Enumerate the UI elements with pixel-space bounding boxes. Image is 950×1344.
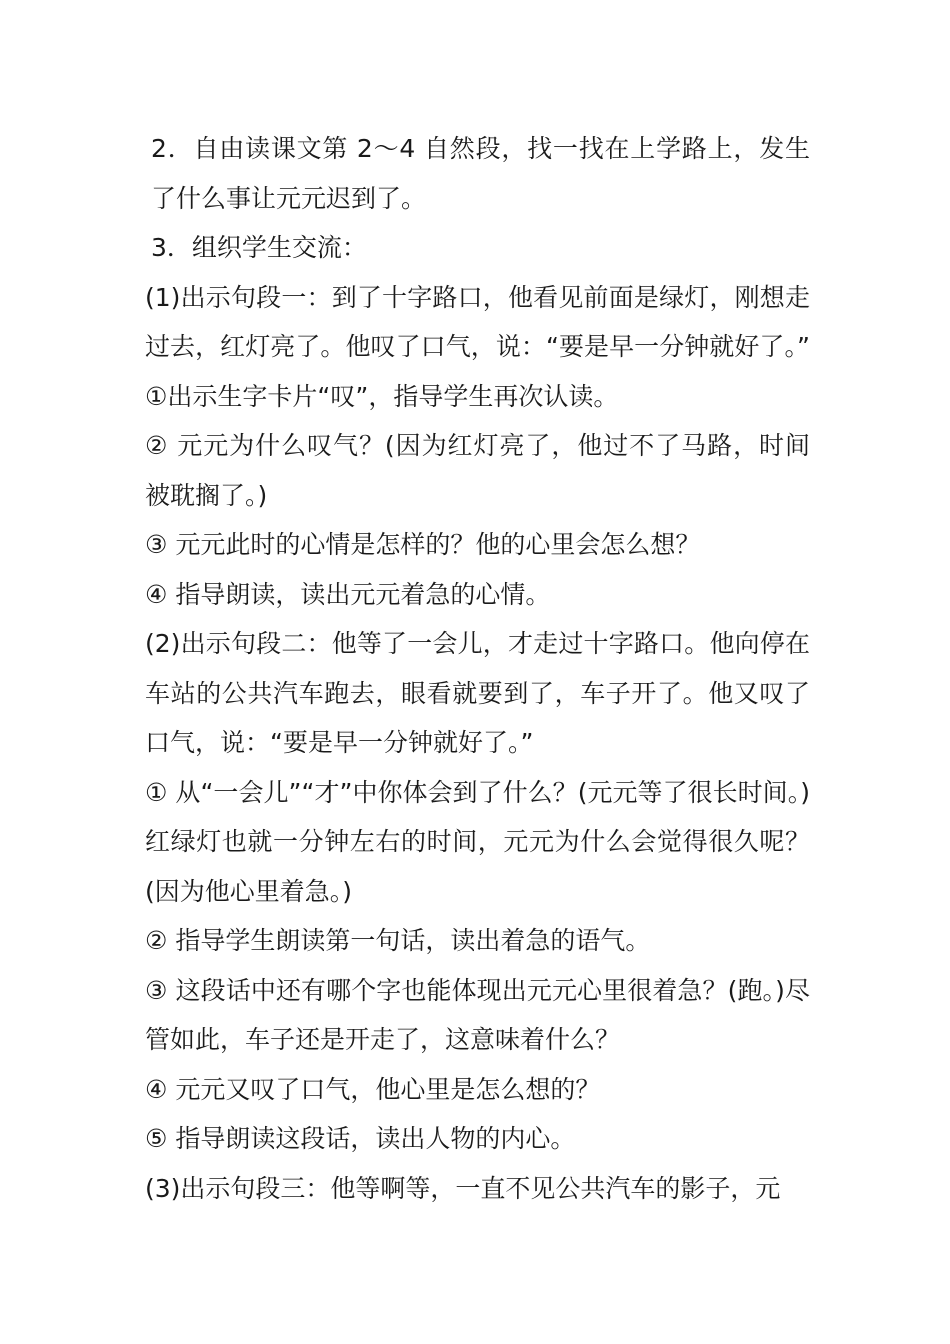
paragraph-step-2: 2．自由读课文第 2～4 自然段，找一找在上学路上，发生了什么事让元元迟到了。 bbox=[151, 134, 810, 213]
paragraph-passage-1: (1)出示句段一：到了十字路口，他看见前面是绿灯，刚想走过去，红灯亮了。他叹了口气，说：“要是早一分钟就好了。” ①出示生字卡片“叹”，指导学生再次认读。 bbox=[145, 282, 810, 411]
paragraph-passage-2-item-4: ④ 元元又叹了口气，他心里是怎么想的？ bbox=[145, 1074, 601, 1104]
paragraph-passage-2-item-5: ⑤ 指导朗读这段话，读出人物的内心。 bbox=[145, 1124, 576, 1153]
paragraph-passage-2: (2)出示句段二：他等了一会儿，才走过十字路口。他向停在车站的公共汽车跑去，眼看就要到了，车子开了。他又叹了口气，说：“要是早一分钟就好了。” bbox=[145, 629, 810, 757]
paragraph-passage-2-item-2: ② 指导学生朗读第一句话，读出着急的语气。 bbox=[145, 926, 651, 955]
document-body bbox=[145, 124, 810, 1213]
paragraph-passage-1-item-2: ② 元元为什么叹气？(因为红灯亮了，他过不了马路，时间被耽搁了。) bbox=[145, 431, 810, 510]
paragraph-passage-2-item-3: ③ 这段话中还有哪个字也能体现出元元心里很着急？(跑。)尽管如此，车子还是开走了，这意味着什么？ bbox=[145, 975, 810, 1054]
paragraph-step-3: 3．组织学生交流： bbox=[151, 233, 367, 262]
paragraph-passage-1-item-3: ③ 元元此时的心情是怎样的？他的心里会怎么想？ bbox=[145, 530, 701, 559]
paragraph-passage-3: (3)出示句段三：他等啊等，一直不见公共汽车的影子，元 bbox=[145, 1173, 781, 1203]
paragraph-passage-2-item-1: ① 从“一会儿”“才”中你体会到了什么？(元元等了很长时间。)红绿灯也就一分钟左右的时间，元元为什么会觉得很久呢？(因为他心里着急。) bbox=[145, 777, 810, 906]
paragraph-passage-1-item-4: ④ 指导朗读，读出元元着急的心情。 bbox=[145, 579, 551, 609]
